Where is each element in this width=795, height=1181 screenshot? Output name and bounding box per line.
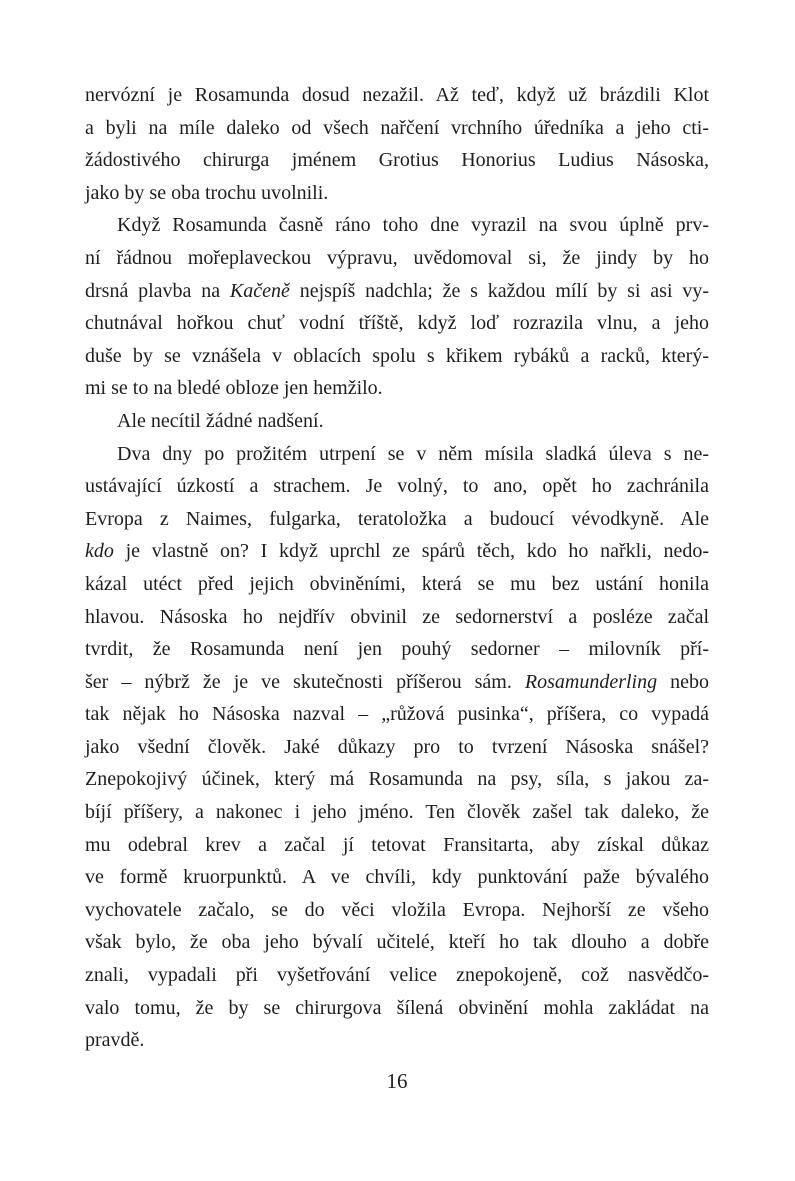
text-segment: pravdě. <box>85 1029 145 1052</box>
page-text <box>85 79 709 1057</box>
text-line <box>85 1024 709 1057</box>
text-line <box>85 796 709 829</box>
text-line <box>85 698 709 731</box>
text-line <box>85 503 709 536</box>
text-segment: šer – nýbrž že je ve skutečnosti příšerou sám. <box>85 670 525 693</box>
text-segment: ustávající úzkostí a strachem. Je volný, to ano, opět ho zachránila <box>85 475 709 498</box>
text-segment: mu odebral krev a začal jí tetovat Fransitarta, aby získal důkaz <box>85 833 709 856</box>
text-segment: žádostivého chirurga jménem Grotius Honorius Ludius Násoska, <box>85 149 709 172</box>
italic-text: Kačeně <box>229 279 290 302</box>
text-line <box>85 242 709 275</box>
text-line <box>85 438 709 471</box>
text-segment: mi se to na bledé obloze jen hemžilo. <box>85 377 383 400</box>
text-segment: Když Rosamunda časně ráno toho dne vyrazil na svou úplně prv- <box>117 214 709 237</box>
text-segment: jako všední člověk. Jaké důkazy pro to tvrzení Násoska snášel? <box>85 735 709 758</box>
text-line <box>85 144 709 177</box>
text-line <box>85 209 709 242</box>
paragraph <box>85 438 709 1057</box>
text-line <box>85 926 709 959</box>
text-line <box>85 666 709 699</box>
text-segment: a byli na míle daleko od všech nařčení vrchního úředníka a jeho cti- <box>85 116 709 139</box>
text-segment: jako by se oba trochu uvolnili. <box>85 181 329 204</box>
text-segment: Dva dny po prožitém utrpení se v něm mísila sladká úleva s ne- <box>117 442 709 465</box>
text-segment: ní řádnou mořeplaveckou výpravu, uvědomoval si, že jindy by ho <box>85 246 709 269</box>
text-segment: hlavou. Násoska ho nejdřív obvinil ze sedornerství a posléze začal <box>85 605 709 628</box>
text-segment: drsná plavba na <box>85 279 230 302</box>
text-segment: nebo <box>657 670 709 693</box>
text-line <box>85 535 709 568</box>
text-line <box>85 992 709 1025</box>
text-segment: bíjí příšery, a nakonec i jeho jméno. Ten člověk zašel tak daleko, že <box>85 801 709 824</box>
paragraph <box>85 209 709 405</box>
text-line <box>85 307 709 340</box>
text-segment: chutnával hořkou chuť vodní tříště, když loď rozrazila vlnu, a jeho <box>85 312 709 335</box>
text-segment: valo tomu, že by se chirurgova šílená obvinění mohla zakládat na <box>85 996 709 1019</box>
text-line <box>85 861 709 894</box>
text-line <box>85 601 709 634</box>
text-line <box>85 79 709 112</box>
text-segment: nervózní je Rosamunda dosud nezažil. Až teď, když už brázdili Klot <box>85 84 709 106</box>
text-segment: tak nějak ho Násoska nazval – „růžová pusinka“, příšera, co vypadá <box>85 703 709 726</box>
text-line <box>85 633 709 666</box>
text-line <box>85 568 709 601</box>
text-line <box>85 372 709 405</box>
text-line <box>85 340 709 373</box>
text-segment: vychovatele začalo, se do věci vložila Evropa. Nejhorší ze všeho <box>85 898 709 921</box>
text-segment: duše by se vznášela v oblacích spolu s křikem rybáků a racků, který- <box>85 344 709 367</box>
text-segment: nejspíš nadchla; že s každou mílí by si asi vy- <box>289 279 709 302</box>
text-segment: Ale necítil žádné nadšení. <box>117 409 324 432</box>
text-segment: Evropa z Naimes, fulgarka, teratoložka a budoucí vévodkyně. Ale <box>85 507 709 530</box>
text-segment: kázal utéct před jejich obviněními, která se mu bez ustání honila <box>85 572 709 595</box>
text-segment: znali, vypadali při vyšetřování velice znepokojeně, což nasvědčo- <box>85 964 709 987</box>
text-line <box>85 275 709 308</box>
text-line <box>85 405 709 438</box>
text-line <box>85 112 709 145</box>
italic-text: kdo <box>85 540 114 563</box>
text-line <box>85 731 709 764</box>
text-segment: je vlastně on? I když uprchl ze spárů těch, kdo ho nařkli, nedo- <box>113 540 709 563</box>
text-segment: ve formě kruorpunktů. A ve chvíli, kdy punktování paže bývalého <box>85 866 709 889</box>
text-line <box>85 959 709 992</box>
text-segment: tvrdit, že Rosamunda není jen pouhý sedorner – milovník pří- <box>85 638 709 661</box>
page-number: 16 <box>386 1069 408 1093</box>
text-line <box>85 177 709 210</box>
text-line <box>85 763 709 796</box>
text-line <box>85 894 709 927</box>
italic-text: Rosamunderling <box>524 670 658 693</box>
text-segment: Znepokojivý účinek, který má Rosamunda na psy, síla, s jakou za- <box>85 768 709 791</box>
text-line <box>85 470 709 503</box>
paragraph <box>85 405 709 438</box>
text-segment: však bylo, že oba jeho bývalí učitelé, kteří ho tak dlouho a dobře <box>85 931 709 954</box>
text-line <box>85 829 709 862</box>
paragraph <box>85 79 709 209</box>
